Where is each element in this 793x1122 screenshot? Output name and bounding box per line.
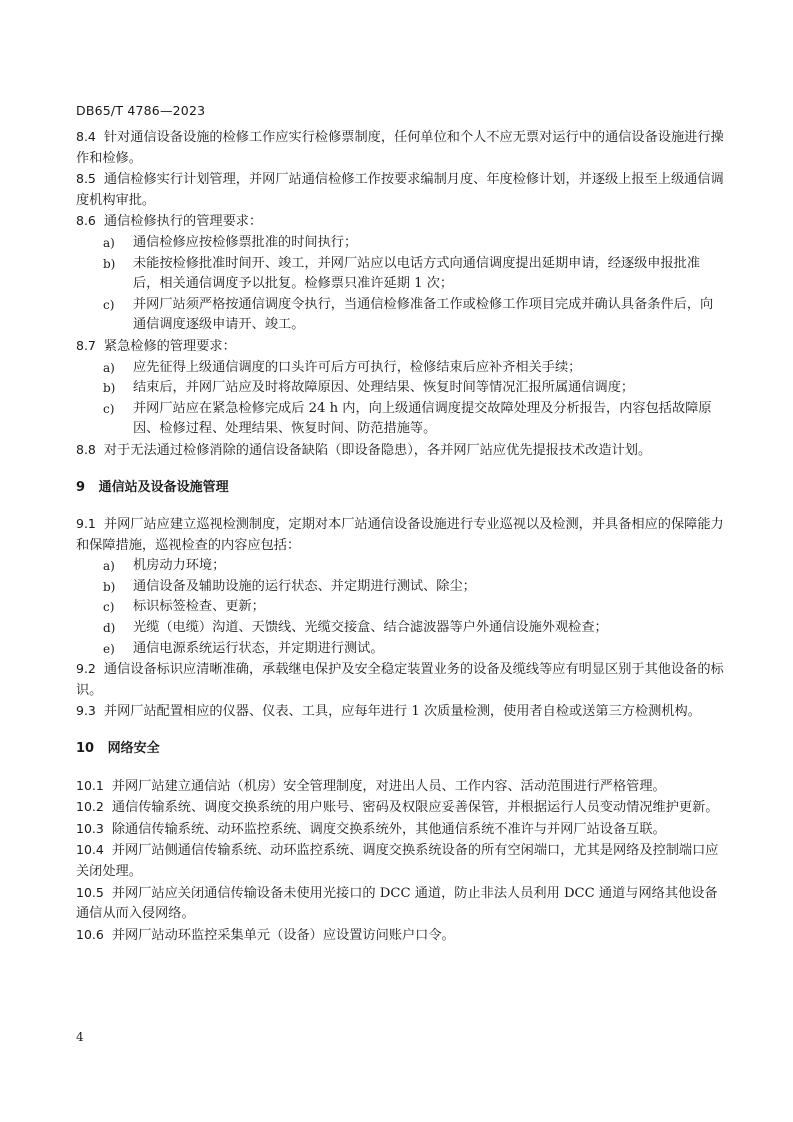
clause-text: 并网厂站应建立巡视检测制度，定期对本厂站通信设备设施进行专业巡视以及检测，并具备相应的保障能力和保障措施，巡视检查的内容应包括： [76,517,724,553]
clause-8-7-list [76,358,724,440]
section-heading-10 [76,739,724,760]
page-number: 4 [76,1030,84,1044]
document-body [76,127,724,946]
list-label: b) [103,381,116,396]
clause-text: 对于无法通过检修消除的通信设备缺陷（即设备隐患），各并网厂站应优先提报技术改造计划。 [103,442,652,458]
clause-8-4 [76,127,724,169]
list-item [76,358,724,379]
clause-10-2 [76,797,724,819]
clause-10-6 [76,925,724,947]
list-text: 机房动力环境； [133,558,226,574]
list-text: 并网厂站须严格按通信调度令执行，当通信检修准备工作或检修工作项目完成并确认具备条件后，向通信调度逐级申请开、竣工。 [133,296,714,333]
clause-10-3 [76,819,724,841]
list-label: c) [103,297,115,312]
clause-8-5 [76,169,724,211]
list-text: 应先征得上级通信调度的口头许可后方可执行，检修结束后应补齐相关手续； [133,359,582,375]
list-text: 通信设备及辅助设施的运行状态、并定期进行测试、除尘； [133,578,476,594]
list-label: d) [103,621,116,636]
clause-9-3 [76,701,724,723]
clause-number: 8.5 [76,171,96,187]
list-item [76,378,724,399]
clause-8-6 [76,211,724,233]
clause-10-5 [76,883,724,925]
list-label: a) [103,559,115,574]
list-text: 标识标签检查、更新； [133,599,265,615]
clause-text: 通信检修实行计划管理，并网厂站通信检修工作按要求编制月度、年度检修计划，并逐级上报至上级通信调度机构审批。 [76,172,724,208]
list-item [76,254,724,295]
clause-text: 通信设备标识应清晰准确，承载继电保护及安全稳定装置业务的设备及缆线等应有明显区别于其他设备的标识。 [76,662,724,698]
clause-number: 9.2 [76,661,96,677]
heading-text: 通信站及设备设施管理 [98,479,229,495]
document-header: DB65/T 4786—2023 [76,103,206,118]
clause-number: 8.8 [76,441,96,457]
heading-number: 10 [76,741,95,757]
clause-text: 并网厂站建立通信站（机房）安全管理制度，对进出人员、工作内容、活动范围进行严格管理。 [111,778,666,794]
heading-number: 9 [76,479,86,495]
clause-9-2 [76,659,724,701]
clause-number: 10.6 [76,926,104,942]
clause-number: 9.1 [76,516,96,532]
list-item [76,639,724,660]
list-label: c) [103,600,115,615]
clause-number: 10.4 [76,842,104,858]
list-item [76,295,724,336]
list-item [76,399,724,440]
clause-text: 通信传输系统、调度交换系统的用户账号、密码及权限应妥善保管，并根据运行人员变动情况维护更新。 [111,800,719,816]
clause-9-1-list [76,556,724,659]
list-item [76,233,724,254]
clause-text: 并网厂站动环监控采集单元（设备）应设置访问账户口令。 [111,927,455,943]
clause-8-7 [76,336,724,358]
clause-number: 9.3 [76,703,96,719]
clause-text: 通信检修执行的管理要求： [103,214,263,230]
list-label: b) [103,256,116,271]
clause-text: 紧急检修的管理要求： [103,338,236,354]
clause-number: 10.5 [76,884,104,900]
list-text: 未能按检修批准时间开、竣工，并网厂站应以电话方式向通信调度提出延期申请，经逐级申报批准后，相关通信调度予以批复。检修票只准许延期 1 次； [133,255,701,292]
list-label: a) [103,360,115,375]
list-item [76,577,724,598]
list-text: 光缆（电缆）沟道、天馈线、光缆交接盒、结合滤波器等户外通信设施外观检查； [133,620,608,636]
list-label: c) [103,401,115,416]
list-item [76,597,724,618]
clause-number: 8.6 [76,213,96,229]
clause-8-8 [76,440,724,462]
clause-text: 除通信传输系统、动环监控系统、调度交换系统外，其他通信系统不准许与并网厂站设备互联。 [111,821,666,837]
clause-number: 10.3 [76,820,104,836]
clause-text: 并网厂站配置相应的仪器、仪表、工具，应每年进行 1 次质量检测，使用者自检或送第三方检测机构。 [103,704,701,720]
heading-text: 网络安全 [107,741,160,757]
clause-text: 针对通信设备设施的检修工作应实行检修票制度，任何单位和个人不应无票对运行中的通信设备设施进行操作和检修。 [76,130,724,166]
clause-number: 8.7 [76,337,96,353]
clause-10-4 [76,840,724,882]
list-label: e) [103,641,115,656]
list-text: 通信电源系统运行状态，并定期进行测试。 [133,640,384,656]
clause-text: 并网厂站应关闭通信传输设备未使用光接口的 DCC 通道，防止非法人员利用 DCC 通道与网络其他设备通信从而入侵网络。 [76,885,718,922]
clause-text: 并网厂站侧通信传输系统、动环监控系统、调度交换系统设备的所有空闲端口，尤其是网络及控制端口应关闭处理。 [76,843,719,879]
clause-number: 8.4 [76,129,96,144]
list-item [76,618,724,639]
list-text: 通信检修应按检修票批准的时间执行； [133,234,358,250]
clause-10-1 [76,776,724,798]
clause-8-6-list [76,233,724,336]
list-item [76,556,724,577]
clause-number: 10.1 [76,777,104,793]
list-label: b) [103,579,116,594]
list-text: 结束后，并网厂站应及时将故障原因、处理结果、恢复时间等情况汇报所属通信调度； [133,380,635,396]
clause-9-1 [76,514,724,556]
list-label: a) [103,235,115,250]
clause-number: 10.2 [76,799,104,815]
section-heading-9 [76,478,724,499]
list-text: 并网厂站应在紧急检修完成后 24 h 内，向上级通信调度提交故障处理及分析报告，内容包括故障原因、检修过程、处理结果、恢复时间、防范措施等。 [133,400,712,437]
